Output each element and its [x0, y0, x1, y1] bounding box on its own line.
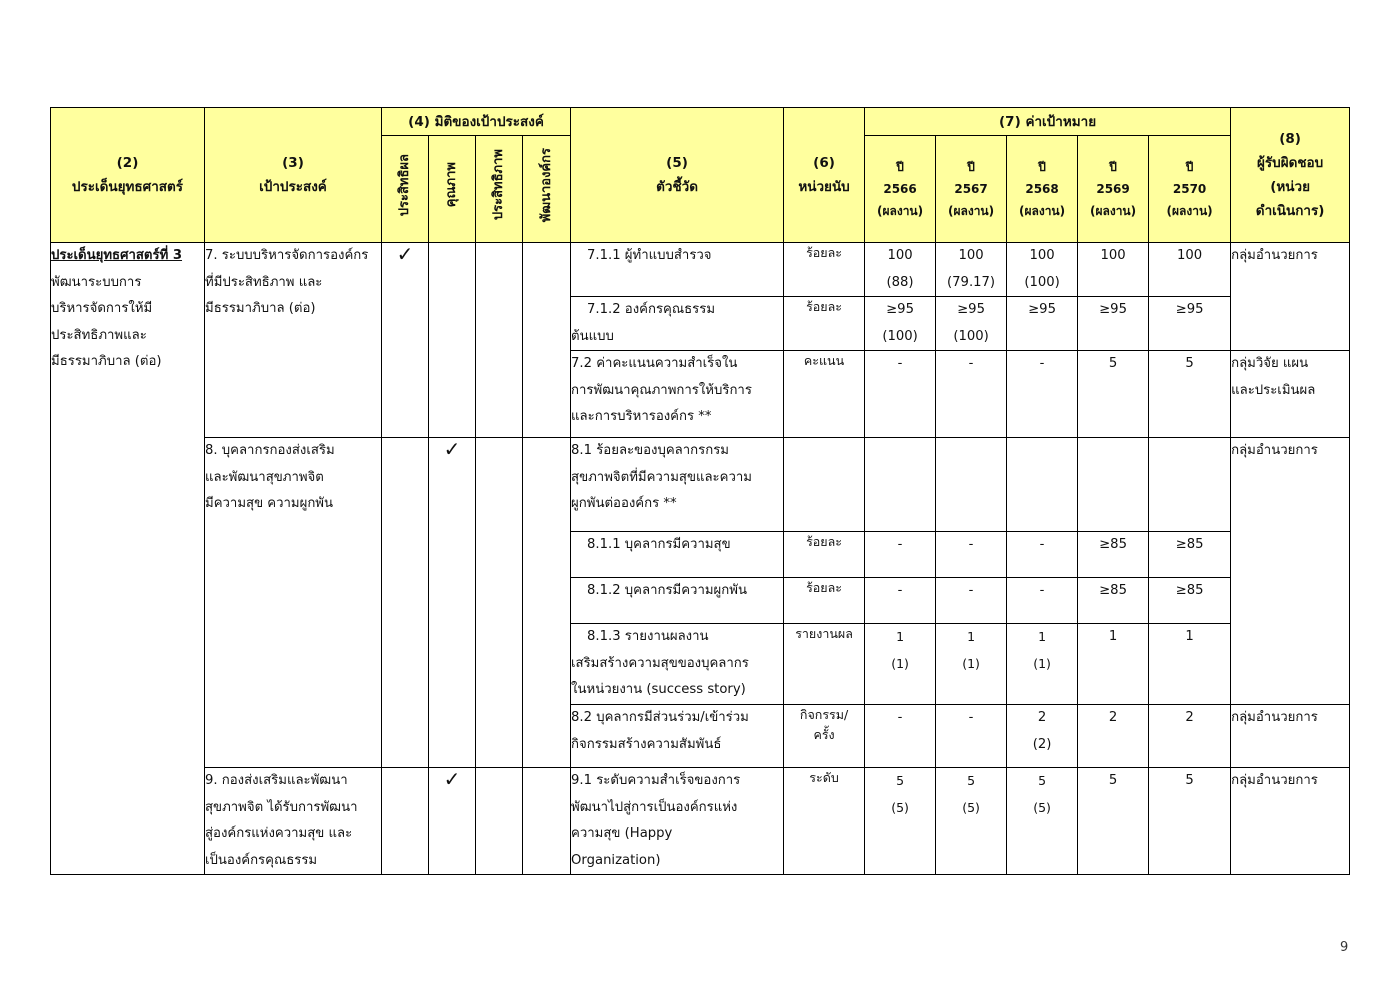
indicator-7-1-2: 7.1.2 องค์กรคุณธรรม ต้นแบบ	[571, 297, 784, 351]
unit-8-2: กิจกรรม/ ครั้ง	[784, 705, 865, 768]
unit-8-1-1: ร้อยละ	[784, 532, 865, 578]
target-8-1-2-2569: ≥85	[1078, 578, 1149, 624]
target-8-2-2566: -	[865, 705, 936, 768]
target-8-2-2570: 2	[1149, 705, 1231, 768]
target-7-1-2-2566: ≥95 (100)	[865, 297, 936, 351]
header-owner: (8) ผู้รับผิดชอบ (หน่วย ดำเนินการ)	[1231, 108, 1350, 243]
indicator-8-1-3: 8.1.3 รายงานผลงาน เสริมสร้างความสุขของบุคลากร ในหน่วยงาน (success story)	[571, 624, 784, 705]
target-8-1	[1078, 438, 1149, 532]
target-8-1-3-2569: 1	[1078, 624, 1149, 705]
unit-8-1-2: ร้อยละ	[784, 578, 865, 624]
header-year-2566: ปี 2566 (ผลงาน)	[865, 136, 936, 243]
target-8-1	[1149, 438, 1231, 532]
unit-9-1: ระดับ	[784, 768, 865, 875]
target-8-1-2-2568: -	[1007, 578, 1078, 624]
target-8-1-1-2569: ≥85	[1078, 532, 1149, 578]
target-8-2-2569: 2	[1078, 705, 1149, 768]
dim-cell	[476, 243, 523, 438]
target-8-1-1-2568: -	[1007, 532, 1078, 578]
target-7-2-2569: 5	[1078, 351, 1149, 438]
target-8-1	[865, 438, 936, 532]
goal-9: 9. กองส่งเสริมและพัฒนา สุขภาพจิต ได้รับการพัฒนา สู่องค์กรแห่งความสุข และ เป็นองค์กรคุณธรรม	[205, 768, 382, 875]
unit-7-1-2: ร้อยละ	[784, 297, 865, 351]
header-unit: (6) หน่วยนับ	[784, 108, 865, 243]
header-dimensions: (4) มิติของเป้าประสงค์	[382, 108, 571, 136]
goal-8: 8. บุคลากรกองส่งเสริม และพัฒนาสุขภาพจิต มีความสุข ความผูกพัน	[205, 438, 382, 768]
target-8-1-2-2566: -	[865, 578, 936, 624]
target-9-1-2569: 5	[1078, 768, 1149, 875]
dim-cell	[429, 243, 476, 438]
target-8-1-3-2567: 1 (1)	[936, 624, 1007, 705]
dim-cell	[523, 768, 571, 875]
target-8-1-3-2566: 1 (1)	[865, 624, 936, 705]
target-7-2-2568: -	[1007, 351, 1078, 438]
indicator-8-1-2: 8.1.2 บุคลากรมีความผูกพัน	[571, 578, 784, 624]
target-9-1-2566: 5 (5)	[865, 768, 936, 875]
target-8-1-2-2570: ≥85	[1149, 578, 1231, 624]
target-8-1-1-2566: -	[865, 532, 936, 578]
target-7-1-2-2569: ≥95	[1078, 297, 1149, 351]
check-icon: ✓	[382, 243, 429, 438]
header-year-2569: ปี 2569 (ผลงาน)	[1078, 136, 1149, 243]
header-year-2567: ปี 2567 (ผลงาน)	[936, 136, 1007, 243]
header-dim-org-dev: พัฒนาองค์กร	[523, 136, 571, 243]
header-goal: (3) เป้าประสงค์	[205, 108, 382, 243]
indicator-7-1-1: 7.1.1 ผู้ทำแบบสำรวจ	[571, 243, 784, 297]
target-9-1-2570: 5	[1149, 768, 1231, 875]
check-icon: ✓	[429, 768, 476, 875]
target-9-1-2567: 5 (5)	[936, 768, 1007, 875]
owner-8-2: กลุ่มอำนวยการ	[1231, 705, 1350, 768]
owner-7-1: กลุ่มอำนวยการ	[1231, 243, 1350, 351]
target-8-1-1-2570: ≥85	[1149, 532, 1231, 578]
target-8-2-2567: -	[936, 705, 1007, 768]
unit-8-1-3: รายงานผล	[784, 624, 865, 705]
target-8-1-2-2567: -	[936, 578, 1007, 624]
check-icon: ✓	[429, 438, 476, 768]
dim-cell	[523, 438, 571, 768]
header-dim-effectiveness: ประสิทธิผล	[382, 136, 429, 243]
header-strategy: (2) ประเด็นยุทธศาสตร์	[51, 108, 205, 243]
owner-8-1: กลุ่มอำนวยการ	[1231, 438, 1350, 705]
target-7-1-1-2570: 100	[1149, 243, 1231, 297]
target-7-1-1-2566: 100 (88)	[865, 243, 936, 297]
target-8-1-3-2570: 1	[1149, 624, 1231, 705]
owner-9-1: กลุ่มอำนวยการ	[1231, 768, 1350, 875]
target-7-2-2570: 5	[1149, 351, 1231, 438]
target-7-1-2-2570: ≥95	[1149, 297, 1231, 351]
target-7-1-2-2567: ≥95 (100)	[936, 297, 1007, 351]
header-dim-efficiency: ประสิทธิภาพ	[476, 136, 523, 243]
header-year-2568: ปี 2568 (ผลงาน)	[1007, 136, 1078, 243]
unit-7-1-1: ร้อยละ	[784, 243, 865, 297]
target-8-1	[936, 438, 1007, 532]
dim-cell	[476, 768, 523, 875]
target-7-1-2-2568: ≥95	[1007, 297, 1078, 351]
target-7-1-1-2567: 100 (79.17)	[936, 243, 1007, 297]
header-year-2570: ปี 2570 (ผลงาน)	[1149, 136, 1231, 243]
unit-8-1	[784, 438, 865, 532]
header-dim-quality: คุณภาพ	[429, 136, 476, 243]
header-targets: (7) ค่าเป้าหมาย	[865, 108, 1231, 136]
indicator-8-1: 8.1 ร้อยละของบุคลากรกรม สุขภาพจิตที่มีความสุขและความ ผูกพันต่อองค์กร **	[571, 438, 784, 532]
indicator-8-2: 8.2 บุคลากรมีส่วนร่วม/เข้าร่วม กิจกรรมสร้างความสัมพันธ์	[571, 705, 784, 768]
dim-cell	[382, 768, 429, 875]
target-7-2-2567: -	[936, 351, 1007, 438]
strategy-cell: ประเด็นยุทธศาสตร์ที่ 3 พัฒนาระบบการ บริหารจัดการให้มี ประสิทธิภาพและ มีธรรมาภิบาล (ต่อ)	[51, 243, 205, 875]
goal-7: 7. ระบบบริหารจัดการองค์กร ที่มีประสิทธิภาพ และ มีธรรมาภิบาล (ต่อ)	[205, 243, 382, 438]
indicator-9-1: 9.1 ระดับความสำเร็จของการ พัฒนาไปสู่การเป็นองค์กรแห่ง ความสุข (Happy Organization)	[571, 768, 784, 875]
page-number: 9	[1340, 940, 1349, 955]
target-8-1-1-2567: -	[936, 532, 1007, 578]
indicator-7-2: 7.2 ค่าคะแนนความสำเร็จใน การพัฒนาคุณภาพการให้บริการ และการบริหารองค์กร **	[571, 351, 784, 438]
target-8-2-2568: 2 (2)	[1007, 705, 1078, 768]
dim-cell	[523, 243, 571, 438]
target-7-1-1-2568: 100 (100)	[1007, 243, 1078, 297]
unit-7-2: คะแนน	[784, 351, 865, 438]
owner-7-2: กลุ่มวิจัย แผน และประเมินผล	[1231, 351, 1350, 438]
dim-cell	[476, 438, 523, 768]
target-9-1-2568: 5 (5)	[1007, 768, 1078, 875]
target-8-1-3-2568: 1 (1)	[1007, 624, 1078, 705]
target-8-1	[1007, 438, 1078, 532]
strategy-plan-table	[50, 107, 1350, 875]
dim-cell	[382, 438, 429, 768]
header-indicator: (5) ตัวชี้วัด	[571, 108, 784, 243]
target-7-1-1-2569: 100	[1078, 243, 1149, 297]
target-7-2-2566: -	[865, 351, 936, 438]
indicator-8-1-1: 8.1.1 บุคลากรมีความสุข	[571, 532, 784, 578]
strategy-title: ประเด็นยุทธศาสตร์ที่ 3	[51, 248, 183, 263]
